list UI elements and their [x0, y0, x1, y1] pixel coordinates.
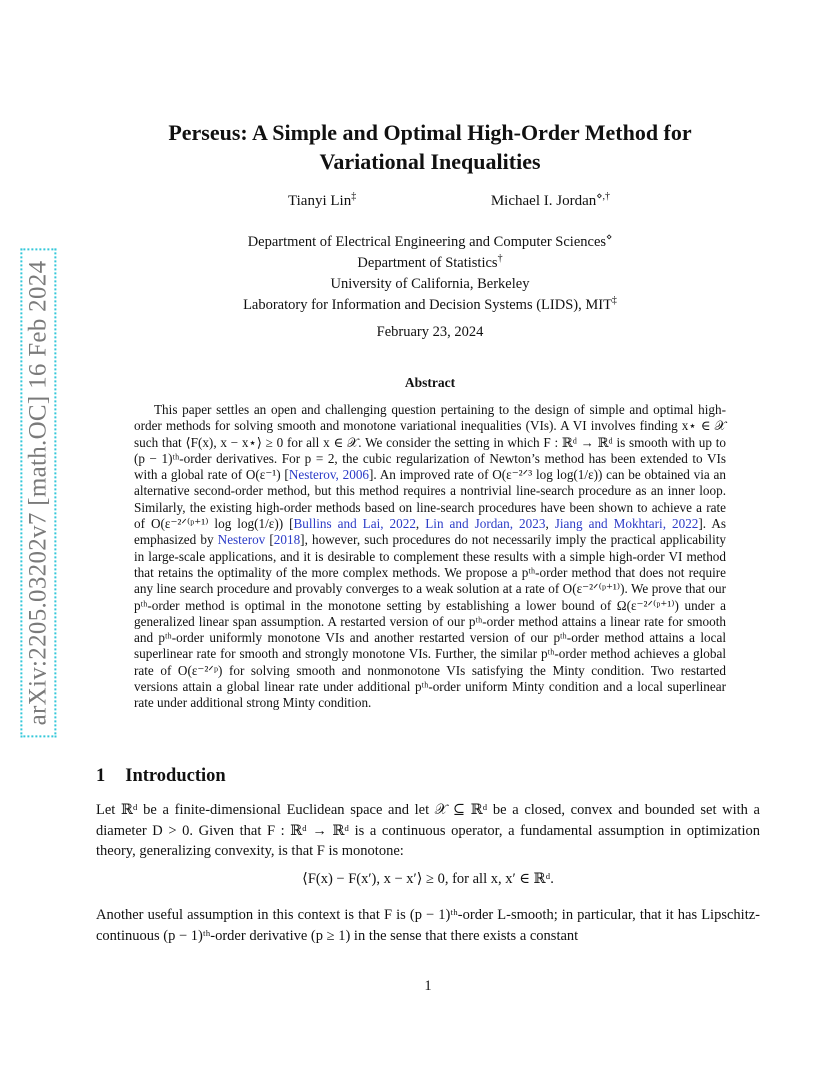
citation-link[interactable]: 2018: [273, 532, 301, 548]
abstract-heading: Abstract: [404, 375, 456, 390]
citation-link[interactable]: Nesterov: [217, 532, 266, 548]
body-paragraph-2: Another useful assumption in this context is that F is (p − 1)ᵗʰ-order L-smooth; in particular, that it has Lipschitz-continuous (p − 1)ᵗʰ-order derivative (p ≥ 1) in the sense that there exists a constant: [96, 907, 760, 944]
citation-link[interactable]: Lin and Jordan, 2023: [425, 516, 546, 532]
citation-link[interactable]: Nesterov, 2006: [288, 467, 370, 483]
section-title: Introduction: [125, 766, 226, 786]
author-2: Michael I. Jordan⋄,†: [490, 191, 610, 209]
monotone-equation: ⟨F(x) − F(x′), x − x′⟩ ≥ 0, for all x, x′ ∈ ℝᵈ.: [302, 871, 554, 887]
arxiv-stamp: [18, 238, 58, 748]
author-list: [230, 193, 610, 210]
paper-title: [80, 118, 780, 176]
author-1: Tianyi Lin‡: [288, 191, 357, 209]
paper-title-line-1: Perseus: A Simple and Optimal High-Order Method for: [168, 120, 692, 145]
affiliations: [120, 232, 740, 316]
citation-link[interactable]: Jiang and Mokhtari, 2022: [554, 516, 699, 532]
affiliation-3: University of California, Berkeley: [330, 276, 530, 292]
affiliation-1: Department of Electrical Engineering and Computer Sciences⋄: [247, 232, 613, 250]
affiliation-4: Laboratory for Information and Decision Systems (LIDS), MIT‡: [243, 295, 617, 313]
section-heading: [96, 766, 226, 787]
arxiv-stamp-text: arXiv:2205.03202v7 [math.OC] 16 Feb 2024: [20, 249, 56, 738]
affiliation-2: Department of Statistics†: [357, 253, 503, 271]
paper-date: February 23, 2024: [376, 324, 484, 340]
abstract-body: This paper settles an open and challenging question pertaining to the design of simple and optimal high-order methods for solving smooth and monotone variational inequalities (VIs). A VI involves finding x⋆ ∈ 𝒳 such that ⟨F(x), x − x⋆⟩ ≥ 0 for all x ∈ 𝒳. We consider the setting in which F : ℝᵈ → ℝᵈ is smooth with up to (p − 1)ᵗʰ-order derivatives. For p = 2, the cubic regularization of Newton’s method has been extended to VIs with a global rate of O(ε⁻¹) [Nesterov, 2006]. An improved rate of O(ε⁻²ᐟ³ log log(1/ε)) can be obtained via an alternative second-order method, but this method requires a nontrivial line-search procedure as an inner loop. Similarly, the existing high-order methods based on line-search procedures have been shown to achieve a rate of O(ε⁻²ᐟ⁽ᵖ⁺¹⁾ log log(1/ε)) [Bullins and Lai, 2022, Lin and Jordan, 2023, Jiang and Mokhtari, 2022]. As emphasized by Nesterov [2018], however, such procedures do not necessarily imply the practical applicability in large-scale applications, and it is desirable to complement these results with a simple high-order VI method that retains the optimality of the more complex methods. We propose a pᵗʰ-order method that does not require any line search procedure and provably converges to a weak solution at a rate of O(ε⁻²ᐟ⁽ᵖ⁺¹⁾). We prove that our pᵗʰ-order method is optimal in the monotone setting by establishing a lower bound of Ω(ε⁻²ᐟ⁽ᵖ⁺¹⁾) under a generalized linear span assumption. A restarted version of our pᵗʰ-order method attains a linear rate for smooth and pᵗʰ-order uniformly monotone VIs and another restarted version of our pᵗʰ-order method attains a local superlinear rate for smooth and strongly monotone VIs. Further, the similar pᵗʰ-order method achieves a global rate of O(ε⁻²ᐟᵖ) for solving smooth and nonmonotone VIs satisfying the Minty condition. Two restarted versions attain a global linear rate under additional pᵗʰ-order uniform Minty condition and a local superlinear rate under additional strong Minty condition.: [134, 402, 727, 711]
section-number: 1: [96, 766, 106, 786]
page-number: 1: [424, 978, 432, 994]
body-paragraph-1: Let ℝᵈ be a finite-dimensional Euclidean space and let 𝒳 ⊆ ℝᵈ be a closed, convex and bounded set with a diameter D > 0. Given that F : ℝᵈ → ℝᵈ is a continuous operator, a fundamental assumption in optimization theory, generalizing convexity, is that F is monotone:: [96, 802, 760, 859]
citation-link[interactable]: Bullins and Lai, 2022: [293, 516, 416, 532]
paper-title-line-2: Variational Inequalities: [319, 149, 541, 174]
